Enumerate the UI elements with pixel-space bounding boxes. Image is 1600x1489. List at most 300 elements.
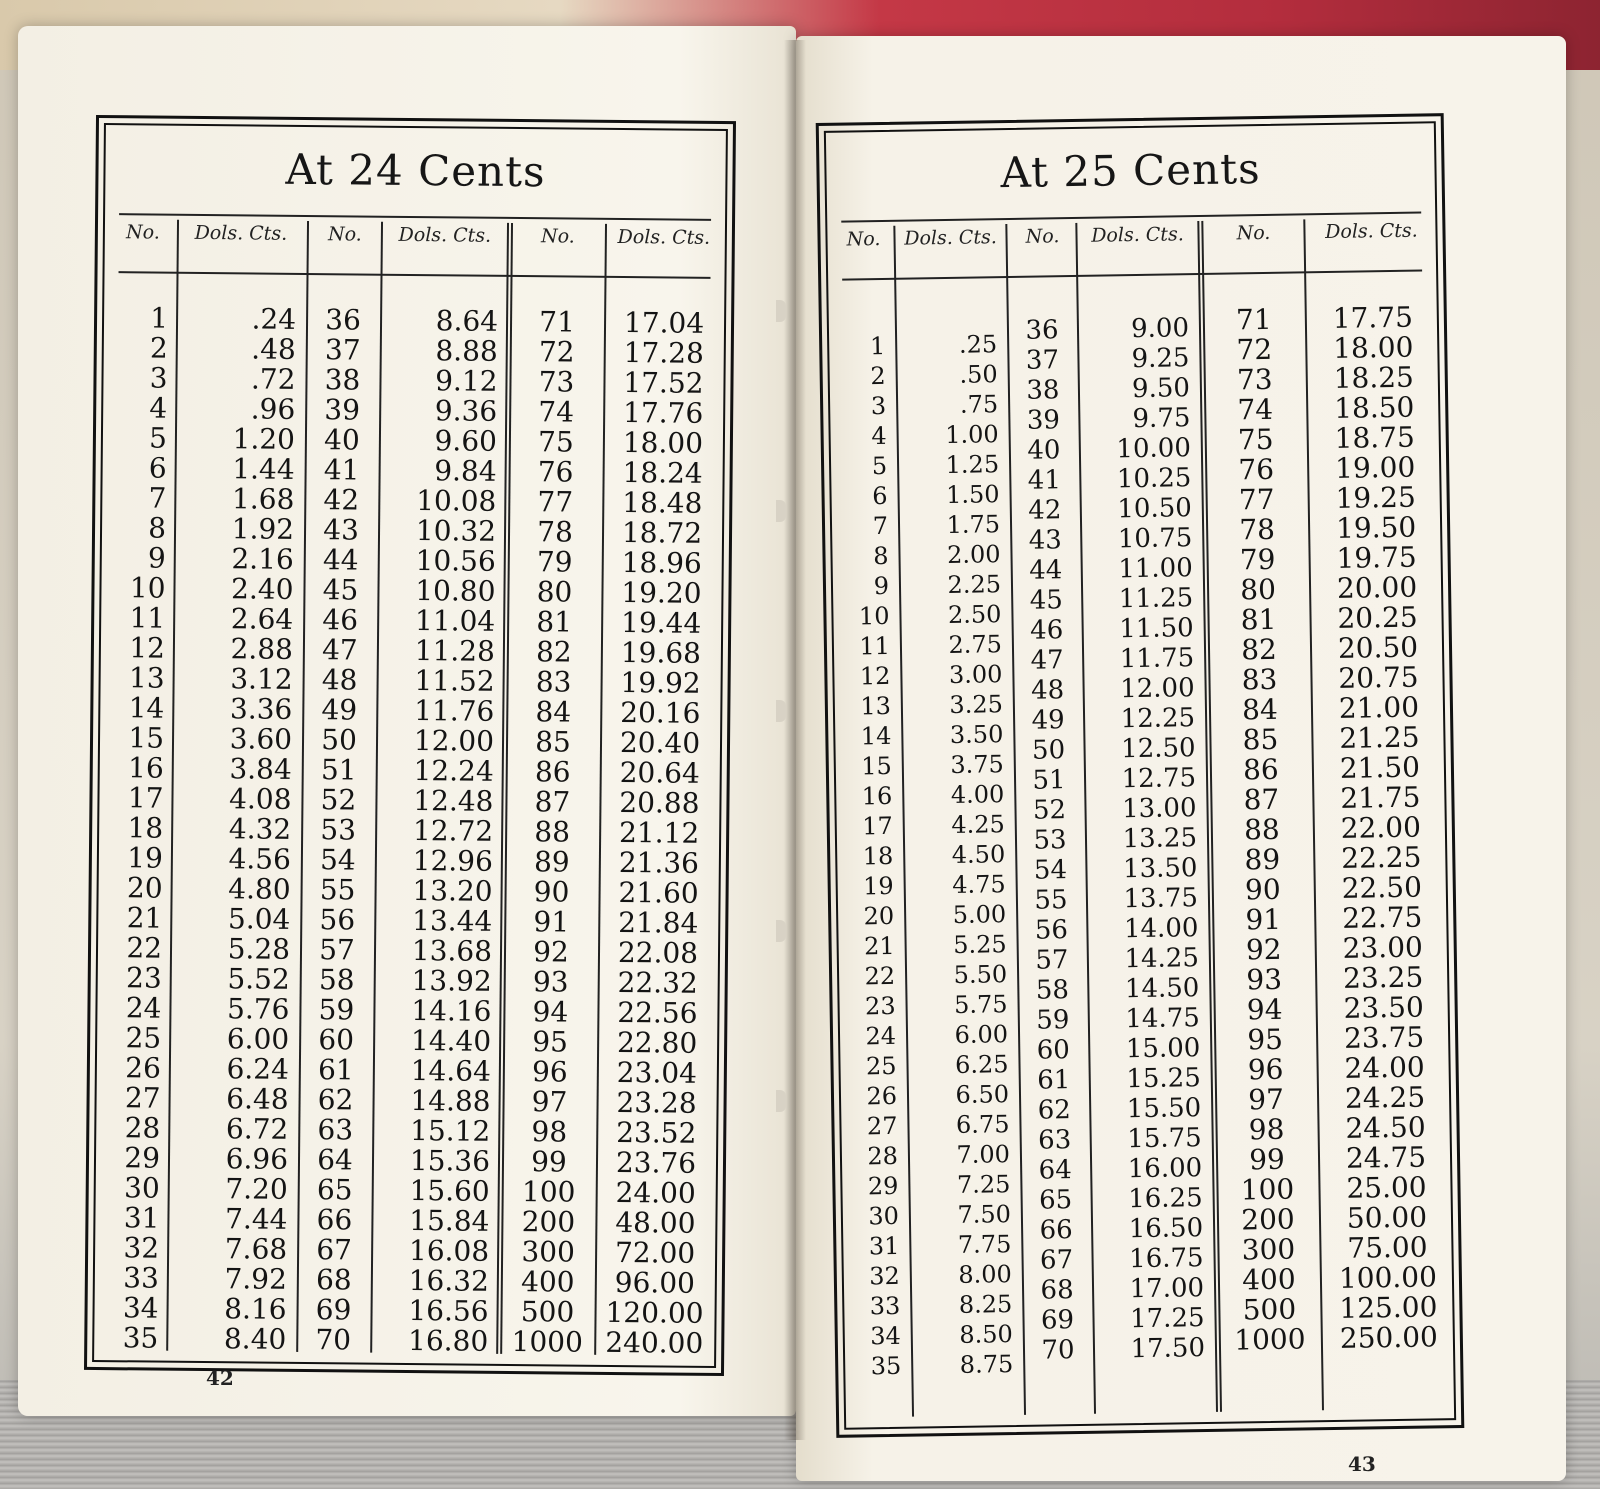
table-cell: 5 <box>148 421 168 455</box>
table-cell: 10.75 <box>1117 523 1193 555</box>
table-cell: 2.64 <box>230 602 294 636</box>
left-table-frame <box>84 115 736 1376</box>
table-cell: 84 <box>535 695 572 729</box>
table-cell: 13.92 <box>411 964 492 998</box>
table-cell: 17.50 <box>1130 1333 1206 1365</box>
table-cell: 86 <box>534 755 571 789</box>
table-cell: 54 <box>319 843 356 877</box>
table-cell: 67 <box>1039 1245 1074 1276</box>
table-cell: 17.76 <box>622 396 704 430</box>
table-cell: 9.00 <box>1130 313 1190 345</box>
table-cell: 5.76 <box>226 992 290 1026</box>
table-cell: 96 <box>1247 1052 1284 1087</box>
table-cell: 10.32 <box>415 514 497 548</box>
table-cell: 37 <box>324 333 361 367</box>
table-cell: 6.50 <box>955 1080 1010 1109</box>
table-cell: 24 <box>865 1021 897 1051</box>
table-cell: 12.48 <box>413 784 494 818</box>
table-cell: 21.60 <box>618 876 699 910</box>
table-cell: 17.75 <box>1332 300 1414 335</box>
header-no: No. <box>540 225 575 248</box>
table-cell: 84 <box>1241 692 1279 727</box>
table-cell: .25 <box>958 330 998 359</box>
table-cell: 16.80 <box>407 1324 489 1358</box>
table-cell: 400 <box>520 1265 575 1299</box>
table-cell: 24.75 <box>1345 1140 1427 1175</box>
table-cell: .48 <box>251 332 296 366</box>
table-cell: 7.75 <box>957 1230 1012 1259</box>
right-table <box>824 121 1456 1429</box>
table-cell: 71 <box>1235 302 1272 337</box>
table-cell: 300 <box>1241 1232 1296 1267</box>
table-cell: .96 <box>250 392 296 426</box>
table-cell: 19.75 <box>1336 540 1417 575</box>
table-cell: 11.25 <box>1118 583 1194 615</box>
table-cell: 3.12 <box>230 662 293 696</box>
table-cell: 6.48 <box>226 1082 289 1116</box>
table-cell: 4 <box>871 421 887 451</box>
table-cell: 57 <box>1035 945 1069 976</box>
table-cell: 19.50 <box>1335 510 1417 545</box>
table-cell: 47 <box>1030 645 1064 676</box>
table-cell: 38 <box>1026 375 1060 406</box>
table-cell: 9.75 <box>1132 403 1191 435</box>
table-cell: 50 <box>321 723 358 757</box>
table-cell: 90 <box>1244 872 1281 907</box>
table-cell: 5.75 <box>953 990 1008 1019</box>
table-cell: 92 <box>1245 932 1282 967</box>
table-cell: 18.50 <box>1333 390 1415 425</box>
table-cell: 3.60 <box>229 722 293 756</box>
table-cell: 100 <box>1240 1172 1295 1207</box>
table-cell: 51 <box>1032 765 1066 796</box>
table-cell: 15.36 <box>409 1144 491 1178</box>
column-value-2 <box>374 306 498 1357</box>
table-cell: .75 <box>959 390 999 419</box>
table-cell: 19.68 <box>620 636 702 670</box>
table-cell: 55 <box>1034 885 1068 916</box>
table-cell: 12.24 <box>413 754 494 788</box>
table-cell: 10 <box>858 601 890 631</box>
table-cell: 10 <box>129 571 166 605</box>
table-cell: 5.25 <box>952 930 1007 959</box>
table-cell: 44 <box>1028 555 1063 586</box>
table-cell: 87 <box>1243 782 1280 817</box>
column-value-3 <box>598 308 720 1359</box>
table-cell: 83 <box>535 665 572 699</box>
table-cell: 66 <box>1039 1215 1073 1246</box>
table-cell: 22.32 <box>617 966 698 1000</box>
table-cell: 59 <box>1036 1005 1070 1036</box>
table-cell: 8.50 <box>959 1320 1013 1349</box>
header-dols: Dols. Cts. <box>194 221 288 245</box>
table-cell: 80 <box>536 575 573 609</box>
table-cell: 97 <box>1248 1082 1285 1117</box>
right-table-frame <box>816 113 1465 1438</box>
table-cell: 7.25 <box>956 1170 1011 1199</box>
table-cell: 1 <box>150 301 169 335</box>
table-cell: 8.25 <box>958 1290 1013 1319</box>
table-cell: 23.04 <box>616 1056 698 1090</box>
left-table <box>92 123 728 1368</box>
table-cell: 6.24 <box>226 1052 290 1086</box>
table-cell: 78 <box>1239 512 1276 547</box>
table-cell: 85 <box>1242 722 1279 757</box>
table-cell: 15.84 <box>409 1204 490 1238</box>
table-cell: 22.50 <box>1341 870 1423 905</box>
table-cell: 64 <box>317 1143 353 1177</box>
table-cell: 23.50 <box>1343 990 1425 1025</box>
table-cell: 34 <box>122 1291 159 1325</box>
page-number: 42 <box>206 1366 234 1390</box>
table-cell: 99 <box>1248 1142 1286 1177</box>
table-cell: 26 <box>866 1081 898 1111</box>
table-cell: 500 <box>520 1295 575 1329</box>
table-cell: 2 <box>870 361 886 391</box>
table-cell: 63 <box>317 1113 354 1147</box>
table-cell: 87 <box>534 785 571 819</box>
table-cell: 8 <box>873 541 889 571</box>
table-cell: 13.75 <box>1123 883 1199 915</box>
table-cell: 100.00 <box>1338 1260 1438 1295</box>
table-cell: 300 <box>521 1235 576 1269</box>
table-cell: 14.16 <box>411 994 492 1028</box>
table-cell: 13.00 <box>1121 793 1197 825</box>
table-cell: 10.00 <box>1116 433 1192 465</box>
header-dols: Dols. Cts. <box>398 223 492 247</box>
table-cell: 93 <box>532 965 569 999</box>
column-value-3 <box>1309 301 1453 1353</box>
table-cell: 4 <box>149 391 168 425</box>
table-cell: 2 <box>149 331 168 365</box>
table-cell: 94 <box>1246 992 1283 1027</box>
table-cell: 33 <box>869 1291 901 1321</box>
table-cell: 8 <box>148 511 167 545</box>
table-cell: 14.88 <box>410 1084 491 1118</box>
table-cell: 3 <box>870 391 887 421</box>
table-cell: 100 <box>521 1175 576 1209</box>
table-cell: 62 <box>1037 1095 1072 1126</box>
table-cell: 39 <box>1026 405 1061 436</box>
table-cell: 1.20 <box>232 422 296 456</box>
table-cell: 16.08 <box>408 1234 490 1268</box>
table-cell: 19.44 <box>620 606 702 640</box>
table-cell: 2.88 <box>230 632 294 666</box>
table-cell: 2.25 <box>947 570 1002 599</box>
table-cell: 6.00 <box>954 1020 1009 1049</box>
table-cell: 19 <box>862 871 894 901</box>
table-cell: 8.16 <box>224 1292 287 1326</box>
page-number: 43 <box>1348 1452 1376 1476</box>
table-cell: 22.25 <box>1340 840 1422 875</box>
table-cell: 3.50 <box>949 720 1004 749</box>
table-cell: 12 <box>859 661 891 691</box>
table-cell: 20.75 <box>1338 660 1419 695</box>
table-cell: 80 <box>1240 572 1277 607</box>
table-cell: 7 <box>148 481 167 515</box>
table-cell: 25 <box>125 1021 162 1055</box>
table-cell: 20.16 <box>620 696 701 730</box>
table-cell: 21.12 <box>618 816 700 850</box>
table-cell: 12.96 <box>412 844 494 878</box>
table-cell: 18.75 <box>1334 420 1416 455</box>
table-cell: 75 <box>1237 422 1274 457</box>
header-no: No. <box>125 221 160 244</box>
table-cell: 15.12 <box>409 1114 491 1148</box>
table-cell: 9.36 <box>434 394 498 428</box>
table-cell: 76 <box>1238 452 1275 487</box>
header-dols: Dols. Cts. <box>1325 219 1418 244</box>
table-cell: 55 <box>319 873 356 907</box>
table-cell: 4.75 <box>952 870 1006 899</box>
table-cell: 69 <box>315 1293 352 1327</box>
binding-notch <box>776 700 786 722</box>
table-cell: 58 <box>1035 975 1070 1006</box>
table-cell: 16 <box>861 781 893 811</box>
column-no-1 <box>835 332 901 1383</box>
table-cell: 5.00 <box>952 900 1007 929</box>
table-cell: 50.00 <box>1346 1200 1428 1235</box>
table-cell: 31 <box>868 1231 900 1261</box>
header-dols: Dols. Cts. <box>1091 223 1184 247</box>
table-cell: 23.28 <box>616 1085 697 1120</box>
book-gutter <box>784 40 806 1440</box>
table-cell: 81 <box>1240 602 1277 637</box>
table-cell: 72.00 <box>614 1235 696 1270</box>
table-cell: 14.50 <box>1124 973 1200 1005</box>
table-cell: 1.25 <box>945 450 1000 480</box>
table-cell: 8.00 <box>958 1260 1013 1289</box>
table-cell: 20.40 <box>619 726 701 760</box>
table-cell: 21.84 <box>618 906 699 940</box>
table-cell: 49 <box>321 693 358 727</box>
binding-notch <box>776 1090 786 1112</box>
table-cell: 5.04 <box>227 902 291 936</box>
table-cell: 41 <box>1027 465 1062 496</box>
table-cell: 1.44 <box>232 452 295 486</box>
table-cell: 17.00 <box>1129 1273 1205 1305</box>
table-cell: 89 <box>533 845 570 879</box>
table-cell: 18.48 <box>622 486 703 520</box>
table-cell: 44 <box>322 543 359 577</box>
table-cell: 19.20 <box>621 576 702 610</box>
table-cell: 17.52 <box>623 366 704 400</box>
table-cell: 97 <box>531 1085 568 1119</box>
table-cell: 90 <box>533 875 570 909</box>
table-cell: 200 <box>521 1205 576 1239</box>
table-cell: 61 <box>1036 1065 1071 1096</box>
table-cell: 48.00 <box>615 1205 696 1240</box>
table-cell: 14 <box>860 721 892 751</box>
table-cell: 6.96 <box>225 1142 289 1176</box>
table-cell: 32 <box>123 1231 160 1265</box>
table-cell: 125.00 <box>1339 1290 1438 1325</box>
table-cell: 17 <box>861 811 893 841</box>
table-cell: 18.96 <box>621 546 702 580</box>
table-cell: 27 <box>124 1081 161 1115</box>
table-cell: 13.25 <box>1122 823 1198 855</box>
table-cell: 21.00 <box>1338 690 1420 725</box>
table-cell: 12 <box>129 631 166 665</box>
table-cell: 59 <box>318 993 355 1027</box>
table-cell: 9.50 <box>1131 373 1191 405</box>
table-cell: 21 <box>863 931 895 961</box>
table-cell: 35 <box>122 1321 159 1355</box>
table-cell: 45 <box>322 573 359 607</box>
table-cell: 7.20 <box>225 1172 288 1206</box>
table-cell: 13.50 <box>1122 853 1198 885</box>
table-cell: 41 <box>323 453 360 487</box>
table-cell: .50 <box>959 360 998 389</box>
column-no-1 <box>102 303 168 1353</box>
table-cell: 66 <box>316 1203 353 1237</box>
table-cell: 6.00 <box>226 1022 290 1056</box>
table-cell: 12.75 <box>1121 763 1197 795</box>
table-cell: 7.68 <box>224 1232 288 1266</box>
table-cell: 200 <box>1241 1202 1295 1237</box>
page-title: At 24 Cents <box>285 144 546 197</box>
table-cell: 48 <box>321 663 358 697</box>
table-cell: 14.64 <box>410 1054 492 1088</box>
binding-notch <box>776 920 786 942</box>
table-cell: 89 <box>1244 842 1281 877</box>
table-cell: 62 <box>317 1083 354 1117</box>
table-cell: .24 <box>251 302 297 336</box>
table-cell: 82 <box>535 635 572 669</box>
table-cell: 10.25 <box>1116 463 1192 495</box>
table-cell: 15.25 <box>1126 1063 1201 1095</box>
page-title: At 25 Cents <box>1000 144 1261 198</box>
table-cell: 72 <box>1236 332 1273 367</box>
table-cell: 1000 <box>511 1325 584 1359</box>
table-cell: 57 <box>319 933 356 967</box>
table-cell: 16.25 <box>1127 1183 1203 1215</box>
table-cell: 23 <box>864 991 896 1021</box>
table-cell: 76 <box>537 455 574 489</box>
table-cell: 63 <box>1037 1125 1072 1156</box>
table-cell: 24.25 <box>1344 1080 1426 1115</box>
table-cell: 6 <box>148 451 167 485</box>
table-cell: 4.00 <box>950 780 1005 809</box>
table-cell: 86 <box>1242 752 1279 787</box>
table-cell: 19.25 <box>1335 480 1416 515</box>
table-cell: 48 <box>1030 675 1065 706</box>
table-cell: 78 <box>537 515 574 549</box>
table-cell: 5.52 <box>227 962 290 996</box>
table-cell: 1 <box>869 331 886 361</box>
table-cell: 79 <box>1239 542 1276 577</box>
table-cell: 40 <box>323 423 360 457</box>
table-cell: 21.50 <box>1339 750 1421 785</box>
table-cell: 15.75 <box>1127 1123 1202 1155</box>
table-cell: 15.50 <box>1126 1093 1202 1125</box>
table-cell: 43 <box>323 513 360 547</box>
table-cell: 10.08 <box>416 484 497 518</box>
table-cell: 250.00 <box>1339 1320 1439 1355</box>
table-cell: 98 <box>531 1115 568 1149</box>
table-cell: 17 <box>127 781 164 815</box>
table-cell: 10.56 <box>415 544 496 578</box>
table-cell: 54 <box>1033 855 1068 886</box>
table-cell: 33 <box>123 1261 160 1295</box>
header-dols: Dols. Cts. <box>904 226 997 250</box>
table-cell: 70 <box>315 1323 352 1357</box>
table-cell: 72 <box>538 335 575 369</box>
table-cell: 46 <box>1029 615 1064 646</box>
table-cell: 68 <box>1040 1275 1074 1306</box>
table-cell: 42 <box>323 483 360 517</box>
table-cell: 25 <box>865 1051 897 1081</box>
table-cell: 6.75 <box>955 1110 1010 1139</box>
table-cell: 74 <box>1237 392 1274 427</box>
table-cell: 26 <box>125 1051 162 1085</box>
table-cell: 10.80 <box>415 574 496 608</box>
table-cell: 22.08 <box>617 936 699 970</box>
header-no: No. <box>846 228 881 251</box>
table-cell: 11.04 <box>414 604 496 638</box>
table-cell: 53 <box>1033 825 1067 856</box>
table-cell: 36 <box>1025 315 1059 346</box>
table-cell: 23.76 <box>615 1145 697 1180</box>
table-cell: 18 <box>127 811 164 845</box>
table-cell: 5 <box>871 451 888 481</box>
table-cell: 18.00 <box>1332 330 1414 365</box>
column-value-1 <box>901 330 1013 1381</box>
table-cell: 31 <box>123 1201 160 1235</box>
table-cell: 71 <box>539 305 576 339</box>
table-cell: 8.75 <box>959 1350 1014 1379</box>
table-cell: 5.28 <box>227 932 291 966</box>
table-cell: 20.50 <box>1337 630 1419 665</box>
table-cell: 9 <box>147 541 166 575</box>
table-cell: 91 <box>533 905 570 939</box>
table-cell: 64 <box>1038 1155 1072 1186</box>
table-cell: 1.75 <box>946 510 1001 540</box>
table-cell: 30 <box>123 1171 160 1205</box>
table-cell: 22.00 <box>1340 810 1422 845</box>
title-rule <box>119 213 711 221</box>
table-cell: 11.50 <box>1119 613 1194 645</box>
table-cell: 92 <box>533 935 569 969</box>
table-cell: 18 <box>862 841 894 871</box>
table-cell: 14.00 <box>1123 913 1199 945</box>
table-cell: 58 <box>318 963 355 997</box>
table-cell: 22 <box>126 931 163 965</box>
table-cell: 11.52 <box>414 664 495 698</box>
table-cell: 4.80 <box>228 872 291 906</box>
table-cell: 20.25 <box>1337 600 1418 635</box>
table-cell: 47 <box>321 633 358 667</box>
table-cell: 10.50 <box>1117 493 1193 525</box>
table-cell: 6 <box>872 481 888 511</box>
table-cell: 22.56 <box>617 996 698 1030</box>
table-cell: 23.75 <box>1343 1020 1425 1055</box>
table-cell: 43 <box>1028 525 1063 556</box>
table-cell: 91 <box>1245 902 1282 937</box>
table-cell: 16 <box>127 751 164 785</box>
column-no-2 <box>300 305 376 1356</box>
table-cell: 20 <box>863 901 895 931</box>
table-cell: 75.00 <box>1347 1230 1428 1265</box>
table-cell: 11.00 <box>1118 553 1193 585</box>
table-cell: 15.60 <box>409 1174 490 1208</box>
table-cell: 39 <box>324 393 361 427</box>
table-cell: 99 <box>531 1145 567 1179</box>
table-cell: 120.00 <box>605 1295 704 1330</box>
table-cell: 14.40 <box>410 1024 492 1058</box>
table-cell: 65 <box>316 1173 353 1207</box>
header-no: No. <box>1236 221 1271 245</box>
